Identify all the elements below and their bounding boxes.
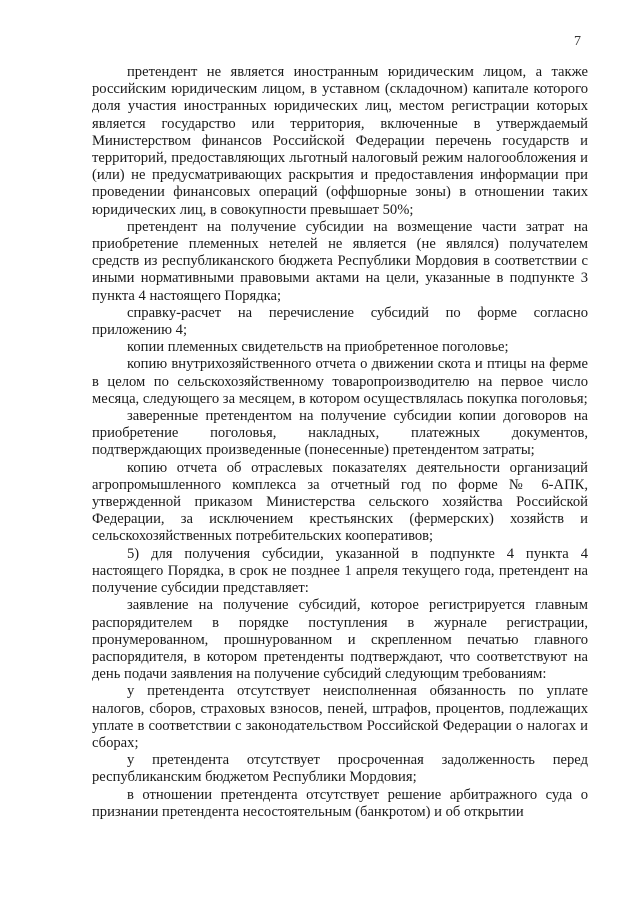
paragraph-11: у претендента отсутствует просроченная задолженность перед республиканским бюджетом Республики Мордовия; [92,752,588,786]
paragraph-1: претендент не является иностранным юридическим лицом, а также российским юридическим лицом, в уставном (складочном) капитале которого доля участия иностранных юридических лиц, местом регистрации которых является государство или территория, включенные в утверждаемый Министерством финансов Российской Федерации перечень государств и территорий, предоставляющих льготный налоговый режим налогообложения и (или) не предусматривающих раскрытия и предоставления информации при проведении финансовых операций (оффшорные зоны) в отношении таких юридических лиц, в совокупности превышает 50%; [92,64,588,218]
paragraph-6: заверенные претендентом на получение субсидии копии договоров на приобретение поголовья, накладных, платежных документов, подтверждающих произведенные (понесенные) претендентом затраты; [92,408,588,459]
paragraph-2: претендент на получение субсидии на возмещение части затрат на приобретение племенных нетелей не является (не являлся) получателем средств из республиканского бюджета Республики Мордовия в соответствии с иными нормативными правовыми актами на цели, указанные в подпункте 3 пункта 4 настоящего Порядка; [92,218,588,304]
paragraph-8: 5) для получения субсидии, указанной в подпункте 4 пункта 4 настоящего Порядка, в срок не позднее 1 апреля текущего года, претендент на получение субсидии представляет: [92,545,588,597]
document-body [92,64,588,821]
paragraph-4: копии племенных свидетельств на приобретенное поголовье; [127,339,509,356]
paragraph-10: у претендента отсутствует неисполненная обязанность по уплате налогов, сборов, страховых взносов, пеней, штрафов, процентов, подлежащих уплате в соответствии с законодательством Российской Федерации о налогах и сборах; [92,683,588,751]
paragraph-9: заявление на получение субсидий, которое регистрируется главным распорядителем в порядке поступления в журнале регистрации, пронумерованном, прошнурованном и скрепленном печатью главного распорядителя, в котором претенденты подтверждают, что соответствуют на день подачи заявления на получение субсидий следующим требованиям: [92,597,588,683]
paragraph-5: копию внутрихозяйственного отчета о движении скота и птицы на ферме в целом по сельскохозяйственному товаропроизводителю на первое число месяца, следующего за месяцем, в котором осуществлялась покупка поголовья; [92,356,588,407]
paragraph-7: копию отчета об отраслевых показателях деятельности организаций агропромышленного комплекса за отчетный год по форме № 6-АПК, утвержденной приказом Министерства сельского хозяйства Российской Федерации, за исключением крестьянских (фермерских) хозяйств и сельскохозяйственных потребительских кооперативов; [92,459,588,545]
page-number: 7 [574,34,581,49]
paragraph-12: в отношении претендента отсутствует решение арбитражного суда о признании претендента несостоятельным (банкротом) и об открытии [92,786,588,820]
paragraph-3: справку-расчет на перечисление субсидий по форме согласно приложению 4; [92,304,588,339]
